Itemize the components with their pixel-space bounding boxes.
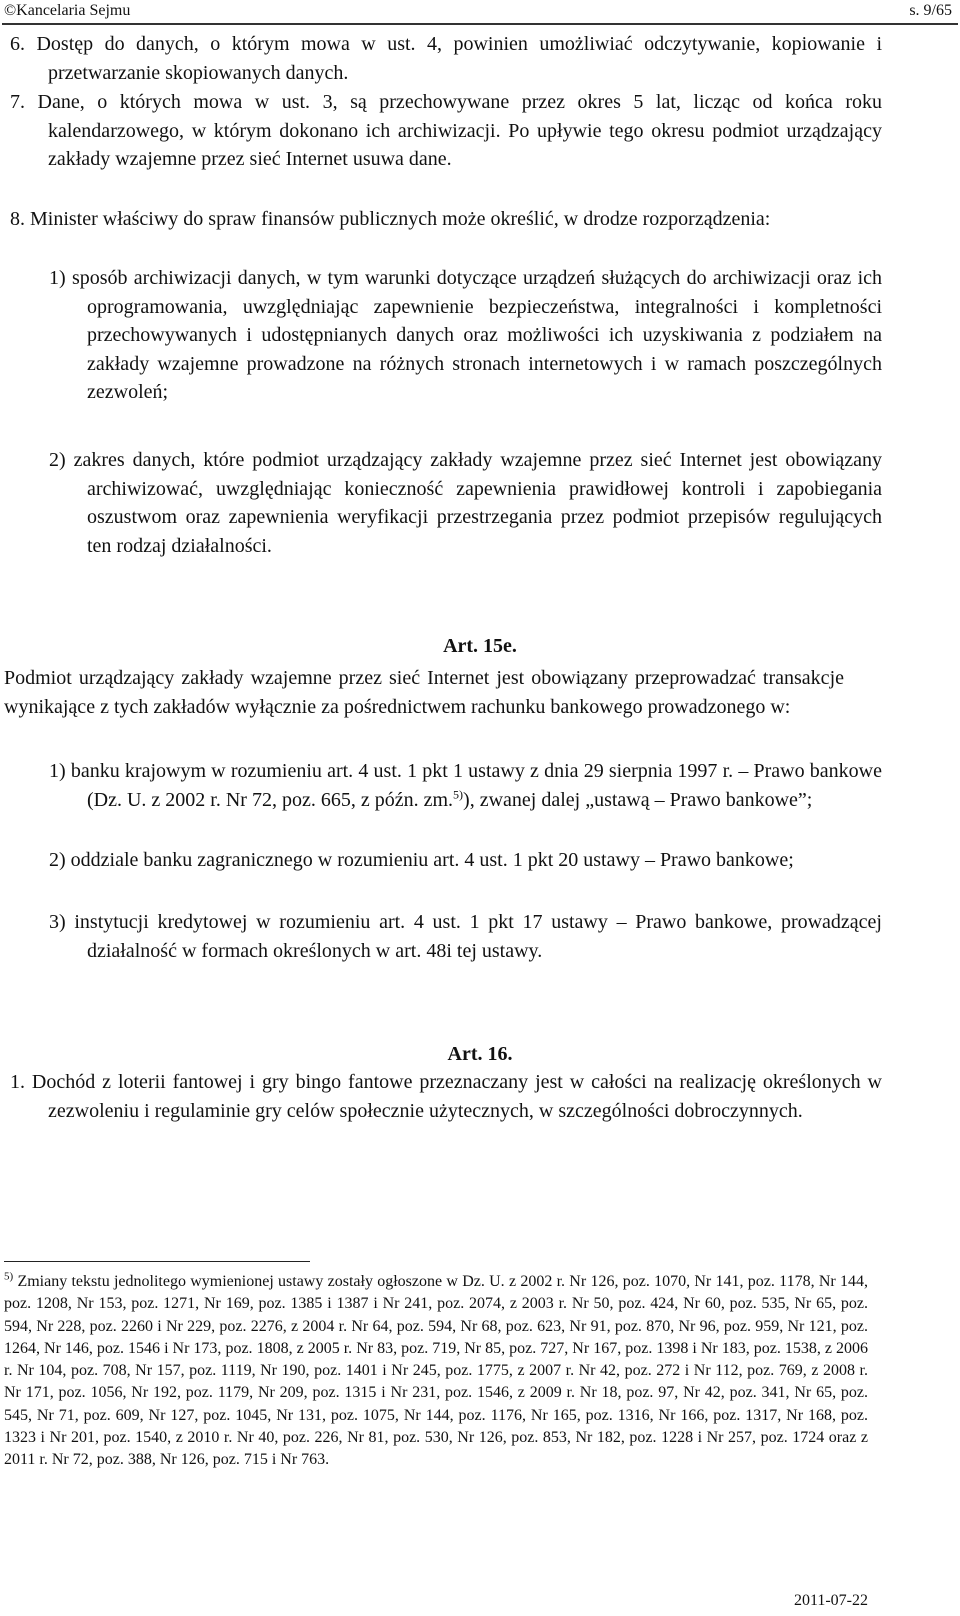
article-15e-item-1: [49, 757, 882, 814]
article-15e-item-1-tail: ), zwanej dalej „ustawą – Prawo bankowe”;: [463, 788, 813, 811]
footnote-rule: [4, 1261, 310, 1262]
footnote-text: Zmiany tekstu jednolitego wymienionej ustawy zostały ogłoszone w Dz. U. z 2002 r. Nr 126, poz. 1070, Nr 141, poz. 1178, Nr 144, poz. 1208, Nr 153, poz. 1271, Nr 169, poz. 1385 i 1387 i Nr 241, poz. 2074, z 2003 r. Nr 50, poz. 424, Nr 60, poz. 535, Nr 65, poz. 594, Nr 228, poz. 2260 i Nr 229, poz. 2276, z 2004 r. Nr 64, poz. 594, Nr 68, poz. 623, Nr 91, poz. 870, Nr 96, poz. 959, Nr 121, poz. 1264, Nr 146, poz. 1546 i Nr 173, poz. 1808, z 2005 r. Nr 83, poz. 719, Nr 85, poz. 727, Nr 167, poz. 1398 i Nr 183, poz. 1538, z 2006 r. Nr 104, poz. 708, Nr 157, poz. 1119, Nr 190, poz. 1401 i Nr 245, poz. 1775, z 2007 r. Nr 42, poz. 272 i Nr 112, poz. 769, z 2008 r. Nr 171, poz. 1056, Nr 192, poz. 1179, Nr 209, poz. 1315 i Nr 231, poz. 1546, z 2009 r. Nr 18, poz. 97, Nr 42, poz. 341, Nr 65, poz. 545, Nr 71, poz. 609, Nr 127, poz. 1045, Nr 131, poz. 1075, Nr 144, poz. 1176, Nr 165, poz. 1316, Nr 166, poz. 1317, Nr 168, poz. 1323 i Nr 201, poz. 1540, z 2010 r. Nr 40, poz. 226, Nr 81, poz. 530, Nr 126, poz. 853, Nr 182, poz. 1228 i Nr 257, poz. 1724 oraz z 2011 r. Nr 72, poz. 388, Nr 126, poz. 715 i Nr 763.: [4, 1273, 868, 1469]
header-rule: [2, 23, 958, 25]
article-16-paragraph-1: 1. Dochód z loterii fantowej i gry bingo fantowe przeznaczany jest w całości na realizację określonych w zezwoleniu i regulaminie gry celów społecznie użytecznych, w szczególności dobroczynnych.: [10, 1071, 882, 1122]
footnote-marker: 5): [4, 1270, 14, 1283]
paragraph-7: 7. Dane, o których mowa w ust. 3, są przechowywane przez okres 5 lat, licząc od końca roku kalendarzowego, w którym dokonano ich archiwizacji. Po upływie tego okresu podmiot urządzający zakłady wzajemne przez sieć Internet usuwa dane.: [10, 91, 882, 170]
article-15e-intro: Podmiot urządzający zakłady wzajemne przez sieć Internet jest obowiązany przeprowadzać transakcje wynikające z tych zakładów wyłącznie za pośrednictwem rachunku bankowego prowadzonego w:: [4, 667, 844, 718]
paragraph-8-item-1: 1) sposób archiwizacji danych, w tym warunki dotyczące urządzeń służących do archiwizacji oraz ich oprogramowania, uwzględniając zapewnienie bezpieczeństwa, integralności i kompletności przechowywanych i udostępnianych danych oraz możliwości ich uzyskiwania z podziałem na zakłady wzajemne prowadzone na różnych stronach internetowych i w ramach poszczególnych zezwoleń;: [49, 267, 882, 403]
article-15e-item-3: 3) instytucji kredytowej w rozumieniu art. 4 ust. 1 pkt 17 ustawy – Prawo bankowe, prowadzącej działalność w formach określonych w art. 48i tej ustawy.: [49, 911, 882, 962]
article-16-heading: Art. 16.: [447, 1043, 513, 1065]
article-15e-item-2: 2) oddziale banku zagranicznego w rozumieniu art. 4 ust. 1 pkt 20 ustawy – Prawo bankowe;: [49, 849, 794, 871]
document-date: 2011-07-22: [793, 1592, 868, 1609]
paragraph-6: 6. Dostęp do danych, o którym mowa w ust. 4, powinien umożliwiać odczytywanie, kopiowanie i przetwarzanie skopiowanych danych.: [10, 33, 882, 84]
source-label: ©Kancelaria Sejmu: [4, 2, 131, 19]
footnote-reference: 5): [453, 786, 464, 801]
footnote-5: [4, 1271, 868, 1472]
article-15e-heading: Art. 15e.: [443, 635, 517, 657]
paragraph-8: 8. Minister właściwy do spraw finansów publicznych może określić, w drodze rozporządzenia:: [10, 208, 771, 230]
page-number: s. 9/65: [909, 2, 952, 19]
article-15e-item-1-text: 1) banku krajowym w rozumieniu art. 4 ust. 1 pkt 1 ustawy z dnia 29 sierpnia 1997 r. – Prawo bankowe (Dz. U. z 2002 r. Nr 72, poz. 665, z późn. zm.: [49, 760, 882, 811]
paragraph-8-item-2: 2) zakres danych, które podmiot urządzający zakłady wzajemne przez sieć Internet jest obowiązany archiwizować, uwzględniając konieczność zapewnienia prawidłowej kontroli i zapobiegania oszustwom oraz zapewnienia weryfikacji przestrzegania przez podmiot przepisów regulujących ten rodzaj działalności.: [49, 449, 882, 557]
